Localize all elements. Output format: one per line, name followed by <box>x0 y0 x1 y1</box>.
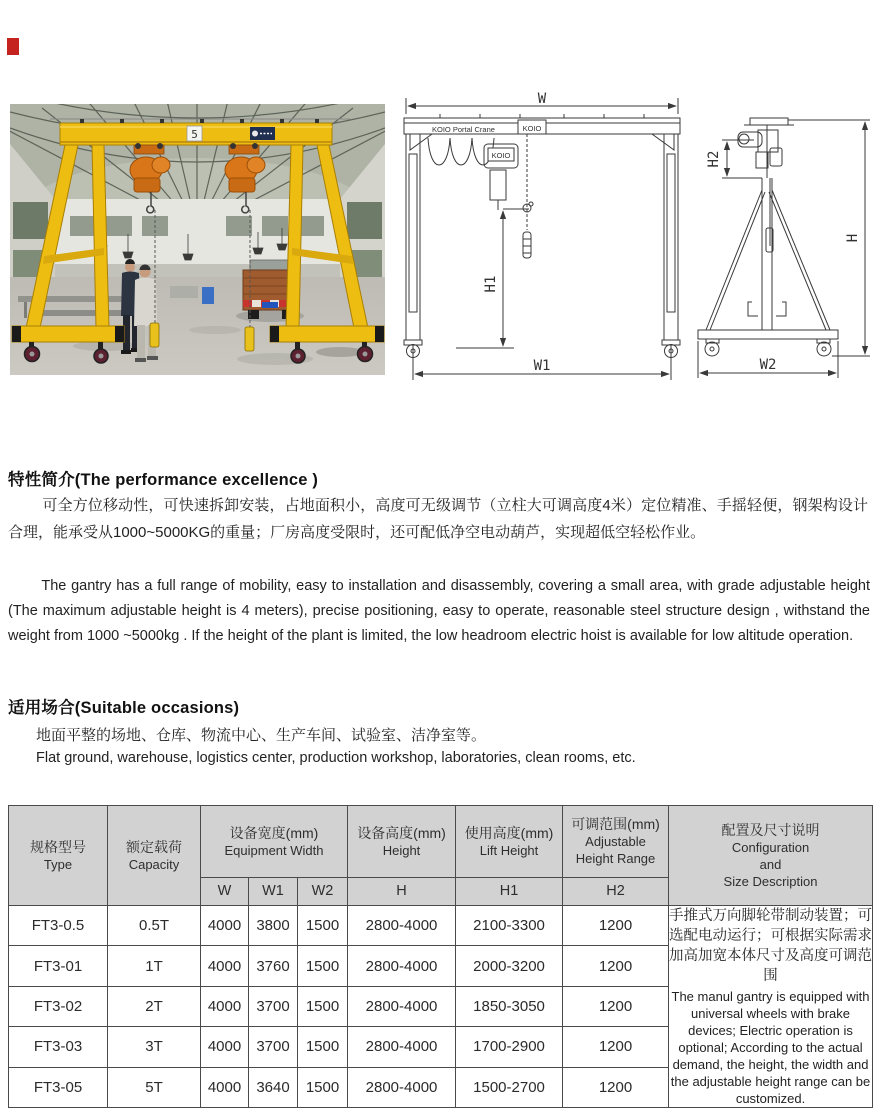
pendant-control-right <box>245 327 254 351</box>
dim-label-h2: H2 <box>706 150 722 168</box>
side-view-drawing <box>682 88 880 396</box>
performance-paragraph-zh: 可全方位移动性，可快速拆卸安装，占地面积小，高度可无级调节（立柱大可调高度4米）定位精准、手摇轻便，钢架构设计合理，能承受从1000~5000KG的重量；厂房高度受限时，还可配低净空电动葫芦，实现超低空轻松作业。 <box>8 497 868 541</box>
sub-header-h: H <box>348 878 456 906</box>
configuration-note-zh: 手推式万向脚轮带制动装置；可选配电动运行；可根据实际需求加高加宽本体尺寸及高度可调范围 <box>669 908 873 984</box>
col-header-height: 设备高度(mm) Height <box>348 806 456 878</box>
front-view-drawing <box>396 92 690 394</box>
occasions-line-zh: 地面平整的场地、仓库、物流中心、生产车间、试验室、洁净室等。 <box>36 727 487 744</box>
cell-h2: 1200 <box>563 1027 669 1067</box>
cell-w: 4000 <box>201 986 249 1026</box>
col-header-equipment-width: 设备宽度(mm) Equipment Width <box>201 806 348 878</box>
cell-w: 4000 <box>201 1067 249 1107</box>
cell-type: FT3-01 <box>9 946 108 986</box>
beam-brand-text: KOIO Portal Crane <box>432 125 495 134</box>
cell-capacity: 3T <box>108 1027 201 1067</box>
cell-h2: 1200 <box>563 1067 669 1107</box>
cell-capacity: 1T <box>108 946 201 986</box>
cell-type: FT3-02 <box>9 986 108 1026</box>
configuration-note-cell <box>669 906 873 1108</box>
cell-h2: 1200 <box>563 906 669 946</box>
col-header-lift-height: 使用高度(mm) Lift Height <box>456 806 563 878</box>
table-row <box>9 906 873 946</box>
dim-label-w2: W2 <box>759 357 777 373</box>
performance-heading: 特性简介(The performance excellence ) <box>8 471 319 489</box>
cell-w1: 3760 <box>249 946 298 986</box>
sub-header-w: W <box>201 878 249 906</box>
dim-label-w: W <box>537 92 547 107</box>
occasions-line-en: Flat ground, warehouse, logistics center, production workshop, laboratories, clean rooms, etc. <box>36 750 636 766</box>
cell-w1: 3700 <box>249 1027 298 1067</box>
cell-w1: 3700 <box>249 986 298 1026</box>
cell-w2: 1500 <box>298 986 348 1026</box>
cell-h2: 1200 <box>563 946 669 986</box>
cell-w: 4000 <box>201 1027 249 1067</box>
col-header-configuration: 配置及尺寸说明 Configuration and Size Description <box>669 806 873 906</box>
cell-type: FT3-03 <box>9 1027 108 1067</box>
cell-capacity: 5T <box>108 1067 201 1107</box>
cell-h: 2800-4000 <box>348 986 456 1026</box>
spec-table <box>8 805 873 1108</box>
gantry-crane-photo <box>10 104 385 375</box>
cell-capacity: 0.5T <box>108 906 201 946</box>
col-header-type: 规格型号 Type <box>9 806 108 906</box>
cell-h: 2800-4000 <box>348 1027 456 1067</box>
sub-header-h2: H2 <box>563 878 669 906</box>
placard-number: 5 <box>191 128 198 141</box>
sub-header-h1: H1 <box>456 878 563 906</box>
cell-type: FT3-0.5 <box>9 906 108 946</box>
cell-h1: 1500-2700 <box>456 1067 563 1107</box>
cell-type: FT3-05 <box>9 1067 108 1107</box>
trolley-brand-label: KOIO <box>522 124 542 133</box>
red-mark <box>7 38 19 55</box>
dim-label-w1: W1 <box>533 358 551 374</box>
cell-w2: 1500 <box>298 1027 348 1067</box>
dim-label-h: H <box>845 233 861 243</box>
cell-w: 4000 <box>201 906 249 946</box>
hoist-brand-label: KOIO <box>491 151 511 160</box>
col-header-capacity: 额定载荷 Capacity <box>108 806 201 906</box>
col-header-adjustable-range: 可调范围(mm) Adjustable Height Range <box>563 806 669 878</box>
cell-capacity: 2T <box>108 986 201 1026</box>
cell-w2: 1500 <box>298 946 348 986</box>
pendant-control-left <box>150 323 159 347</box>
gantry-crane-photo-art <box>10 104 385 375</box>
cell-h: 2800-4000 <box>348 1067 456 1107</box>
cell-w1: 3640 <box>249 1067 298 1107</box>
cell-w: 4000 <box>201 946 249 986</box>
performance-paragraph-en: The gantry has a full range of mobility, easy to installation and disassembly, covering a small area, with grade adjustable height (The maximum adjustable height is 4 meters), precise positioning, easy to operate, reasonable steel structure design , withstand the weight from 1000 ~5000kg . If the height of the plant is limited, the low headroom electric hoist is available for low altitude operation. <box>8 578 870 644</box>
cell-h1: 2100-3300 <box>456 906 563 946</box>
sub-header-w2: W2 <box>298 878 348 906</box>
blue-drum <box>202 287 214 304</box>
cell-h: 2800-4000 <box>348 906 456 946</box>
cell-h1: 1700-2900 <box>456 1027 563 1067</box>
configuration-note-en: The manul gantry is equipped with universal wheels with brake devices; Electric operation is optional; According to the actual demand, the height, the width and the adjustable height range can be customized. <box>670 989 871 1106</box>
cell-h1: 2000-3200 <box>456 946 563 986</box>
cell-w1: 3800 <box>249 906 298 946</box>
cell-w2: 1500 <box>298 906 348 946</box>
cell-h: 2800-4000 <box>348 946 456 986</box>
cell-w2: 1500 <box>298 1067 348 1107</box>
cell-h2: 1200 <box>563 986 669 1026</box>
sub-header-w1: W1 <box>249 878 298 906</box>
dim-label-h1: H1 <box>483 275 499 293</box>
occasions-heading: 适用场合(Suitable occasions) <box>8 699 240 717</box>
cell-h1: 1850-3050 <box>456 986 563 1026</box>
